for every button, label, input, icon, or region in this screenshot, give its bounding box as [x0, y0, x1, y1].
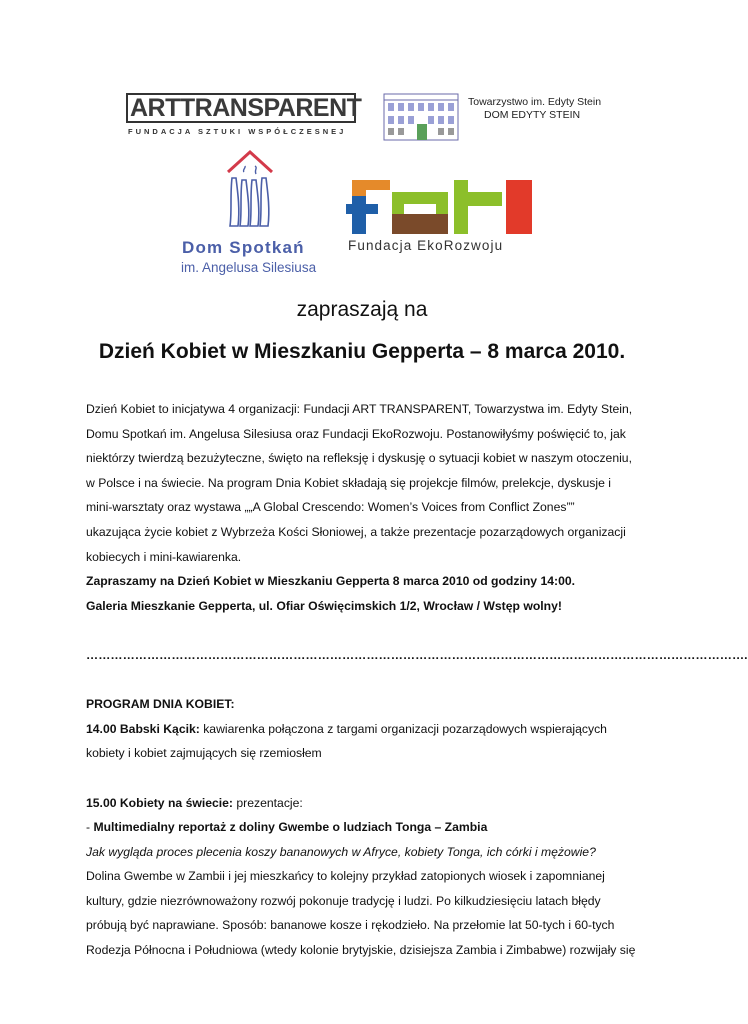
dom-spotkan-name: Dom Spotkań — [182, 238, 305, 257]
report-title: Multimedialny reportaż z doliny Gwembe o ludziach Tonga – Zambia — [93, 820, 488, 835]
intro-line: kobiecych i mini-kawiarenka. — [86, 549, 242, 564]
report-text-line: kultury, gdzie niezrównoważony rozwój pokonuje tradycję i ludzi. Po kilkudziesięciu latach błędy — [86, 893, 601, 908]
intro-line: w Polsce i na świecie. Na program Dnia Kobiet składają się projekcje filmów, prelekcje, dyskusje i — [86, 475, 611, 490]
event-title: Dzień Kobiet w Mieszkaniu Gepperta – 8 marca 2010. — [98, 340, 626, 363]
edyta-stein-logo — [382, 88, 604, 142]
program-item-2 — [86, 791, 646, 816]
report-title-line — [86, 815, 646, 840]
program-item-1-desc: kawiarenka połączona z targami organizacji pozarządowych wspierających — [199, 721, 607, 736]
report-prefix: - — [86, 820, 94, 835]
program-item-1-time: 14.00 Babski Kącik: — [86, 721, 200, 736]
document-body — [86, 397, 748, 963]
spacer — [86, 766, 646, 791]
house-figures-icon — [224, 150, 276, 232]
art-transparent-logo — [126, 93, 362, 141]
program-item-1-desc-cont: kobiety i kobiet zajmujących się rzemiosłem — [86, 746, 322, 761]
invite-heading: zapraszają na — [296, 298, 428, 321]
dotted-separator: ………………………………………………………………………………………………………………………………………………. — [86, 647, 748, 662]
spacer — [86, 668, 646, 693]
program-heading: PROGRAM DNIA KOBIET: — [86, 697, 235, 712]
invite-line: Zapraszamy na Dzień Kobiet w Mieszkaniu Gepperta 8 marca 2010 od godziny 14:00. — [86, 574, 576, 589]
report-text-line: Dolina Gwembe w Zambii i jej mieszkańcy to kolejny przykład zatopionych wiosek i zapomnianej — [86, 869, 605, 884]
intro-line: mini-warsztaty oraz wystawa „„A Global Crescendo: Women’s Voices from Conflict Zones”” — [86, 500, 575, 515]
art-transparent-wordmark: ARTTRANSPARENT — [130, 94, 362, 122]
edyta-stein-house: DOM EDYTY STEIN — [484, 109, 581, 121]
intro-line: ukazująca życie kobiet z Wybrzeża Kości Słoniowej, a także prezentacje pozarządowych organizacji — [86, 524, 626, 539]
report-text-line: Rodezja Północna i Południowa (wtedy kolonie brytyjskie, dzisiejsza Zambia i Zimbabwe) rozwijały się — [86, 943, 636, 958]
intro-line: Dzień Kobiet to inicjatywa 4 organizacji: Fundacji ART TRANSPARENT, Towarzystwa im. Edyty Stein, — [86, 402, 633, 416]
venue-line: Galeria Mieszkanie Gepperta, ul. Ofiar Oświęcimskich 1/2, Wrocław / Wstęp wolny! — [86, 598, 562, 613]
art-transparent-subtitle: FUNDACJA SZTUKI WSPÓŁCZESNEJ — [128, 127, 347, 136]
report-question: Jak wygląda proces plecenia koszy bananowych w Afryce, kobiety Tonga, ich córki i mężowie? — [86, 844, 596, 859]
dom-spotkan-subname: im. Angelusa Silesiusa — [181, 260, 317, 275]
dom-spotkan-logo — [178, 150, 328, 280]
spacer — [86, 618, 646, 643]
fundacja-ekorozwoju-logo — [346, 178, 536, 260]
report-text-line: próbują być naprawiane. Sposób: bananowe kosze i rękodzieło. Na przełomie lat 50-tych i 60-tych — [86, 918, 615, 933]
building-drawing-icon — [382, 88, 462, 142]
program-item-2-time: 15.00 Kobiety na świecie: — [86, 795, 233, 810]
program-item-2-desc: prezentacje: — [233, 795, 303, 810]
intro-line: niektórzy twierdzą bezużyteczne, święto na refleksję i dyskusję o sytuacji kobiet w naszym otoczeniu, — [86, 451, 632, 466]
fundacja-ekorozwoju-caption: Fundacja EkoRozwoju — [348, 238, 504, 253]
edyta-stein-name: Towarzystwo im. Edyty Stein — [468, 96, 602, 108]
fer-mark-icon — [346, 178, 536, 236]
intro-line: Domu Spotkań im. Angelusa Silesiusa oraz Fundacji EkoRozwoju. Postanowiłyśmy poświęcić to, jak — [86, 426, 626, 441]
program-item-1 — [86, 717, 646, 742]
